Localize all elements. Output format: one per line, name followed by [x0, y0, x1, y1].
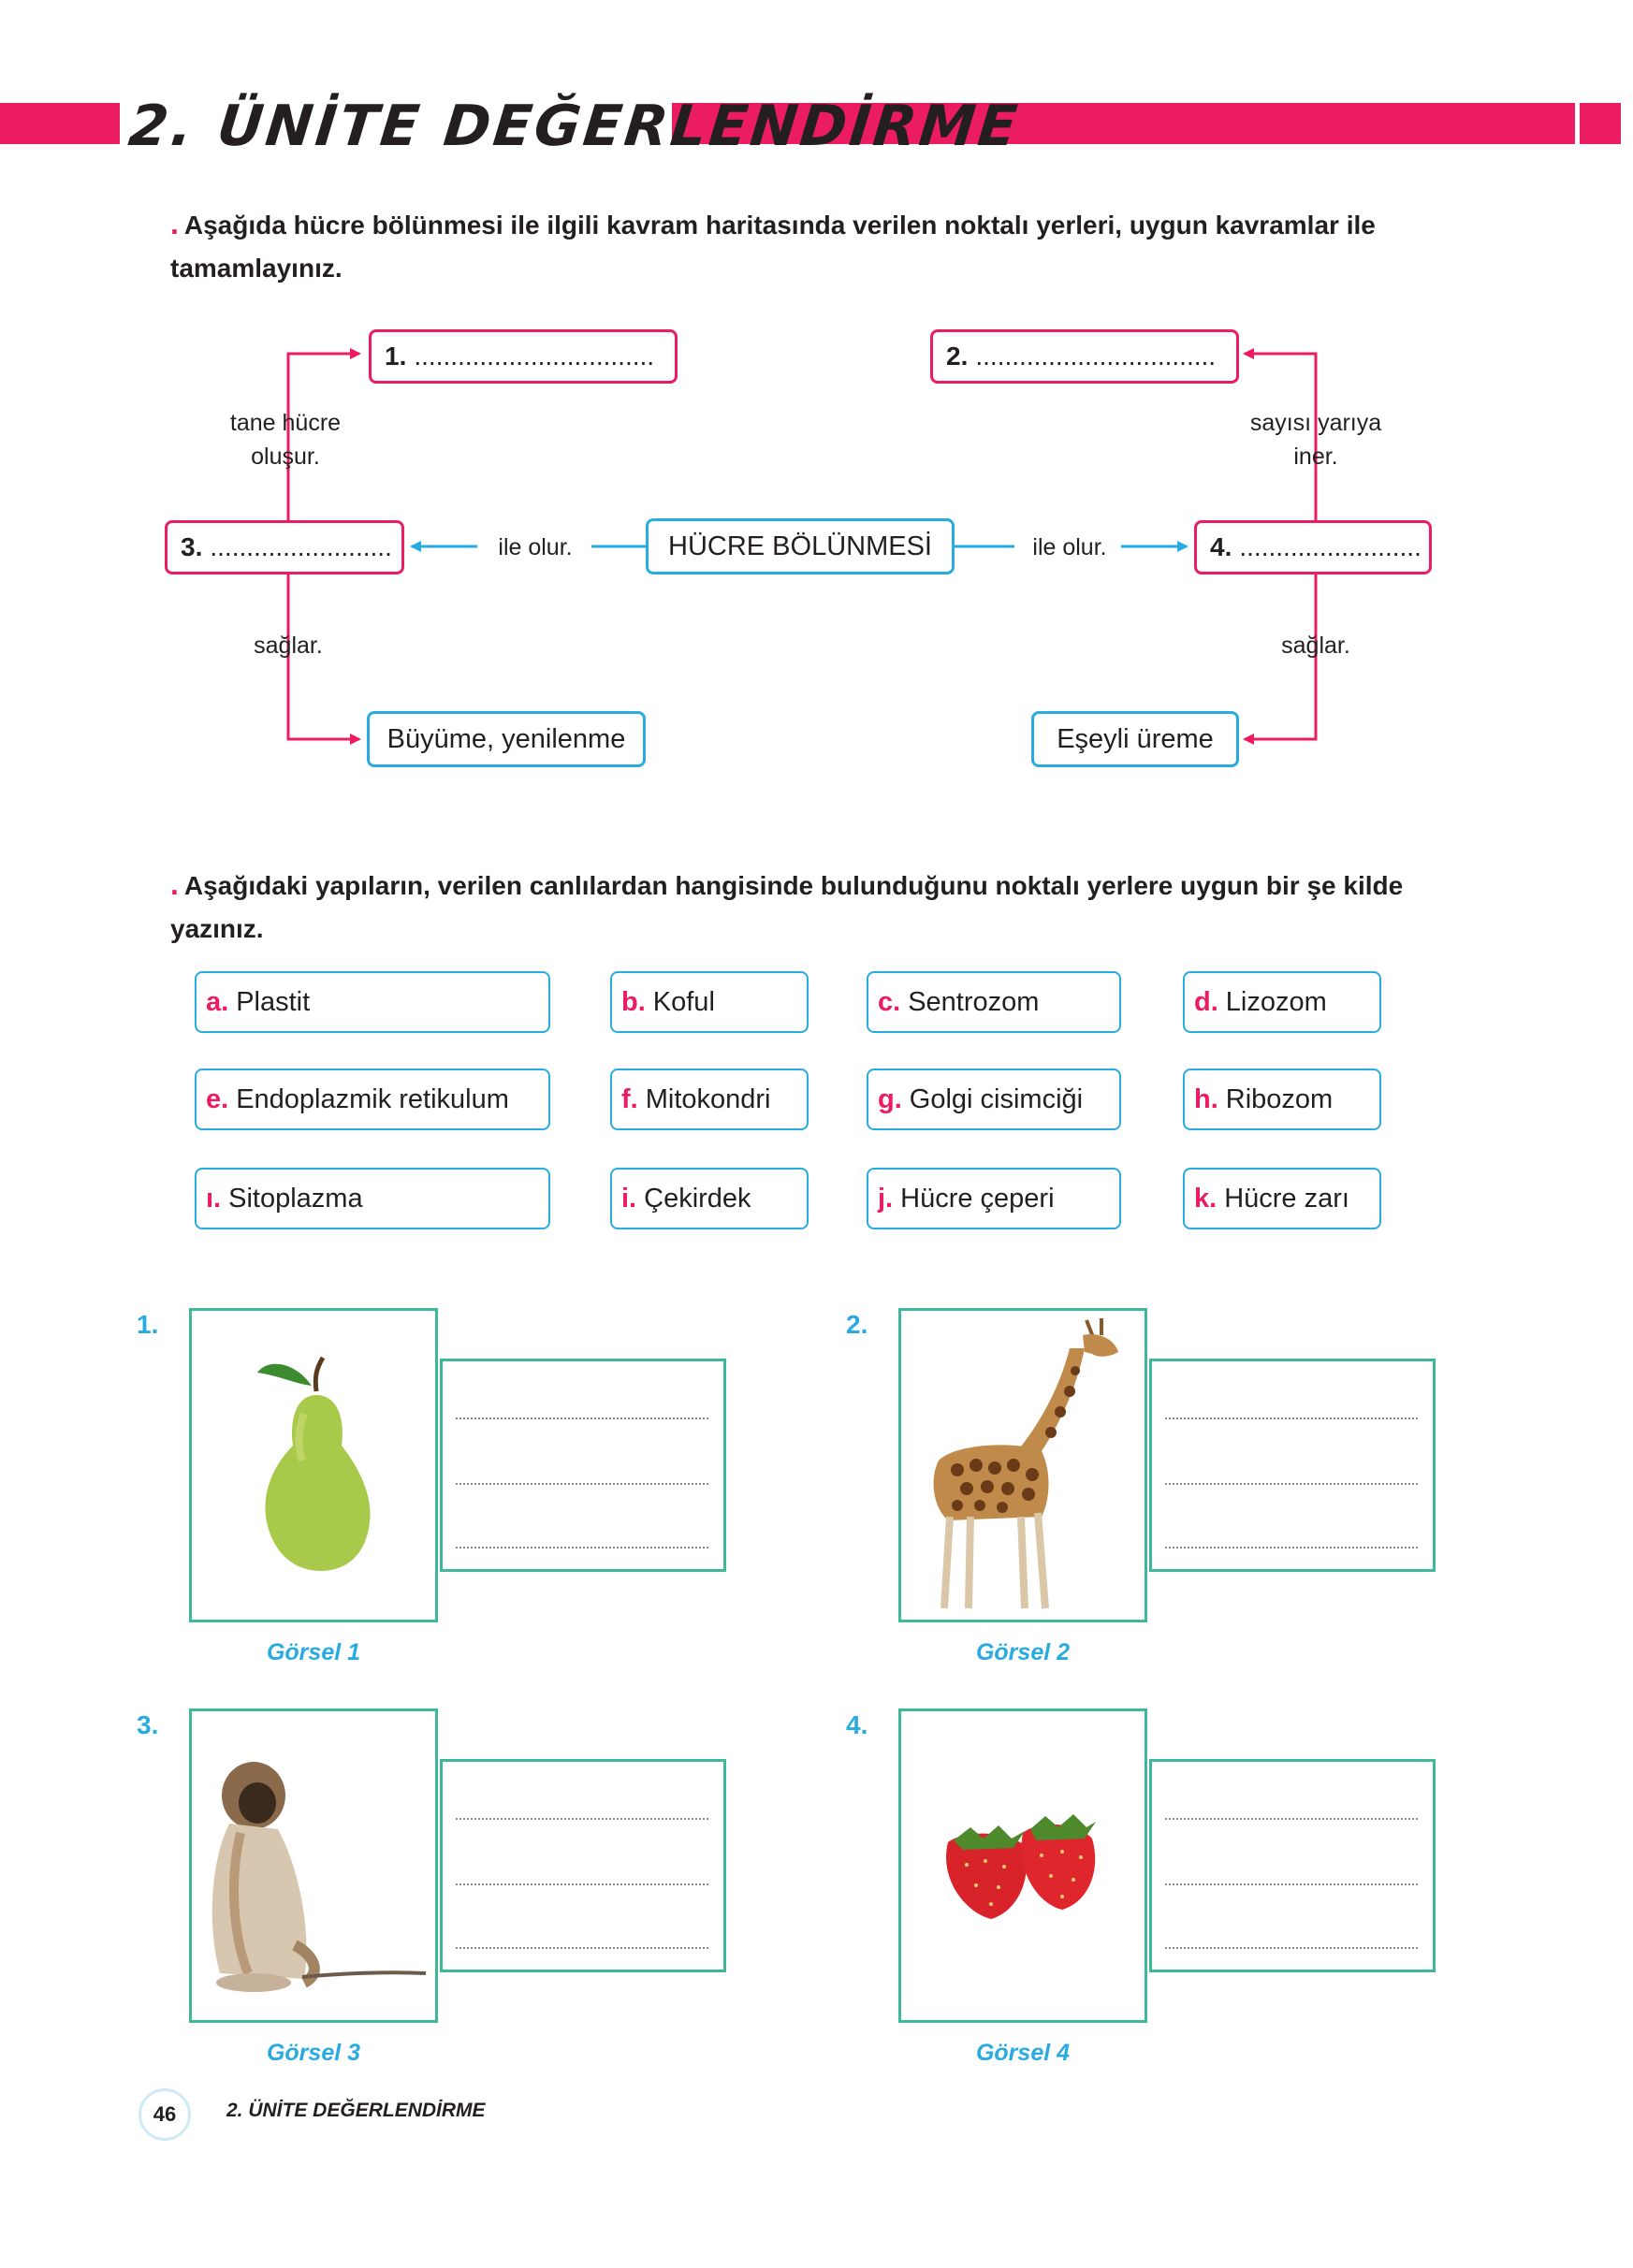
option-label: Golgi cisimciği: [909, 1083, 1084, 1114]
map-box-2-dots: .................................: [975, 342, 1217, 371]
option-letter: i.: [621, 1183, 637, 1214]
map-box-1-number: 1.: [385, 342, 407, 371]
question-2-text: Aşağıdaki yapıların, verilen canlılardan hangisinde bulunduğunu noktalı yerlere uygun bir şe kilde yazınız.: [170, 871, 1404, 943]
answer-line[interactable]: [1165, 1547, 1418, 1548]
option-i: [610, 1168, 809, 1229]
exercise-1-number: 1.: [137, 1310, 159, 1339]
map-box-3-dots: .........................: [210, 532, 392, 561]
option-label: Ribozom: [1225, 1083, 1334, 1114]
exercise-1-image-frame: [189, 1308, 438, 1622]
map-box-3[interactable]: [165, 520, 404, 574]
map-label-right-top-line2: iner.: [1293, 443, 1338, 470]
exercise-3-number: 3.: [137, 1710, 159, 1739]
option-label: Sentrozom: [908, 986, 1040, 1017]
map-center-box: HÜCRE BÖLÜNMESİ: [646, 518, 955, 574]
giraffe-image: [901, 1311, 1145, 1620]
option-letter: ı.: [206, 1183, 222, 1214]
exercise-3-caption: Görsel 3: [266, 2040, 361, 2066]
exercise-3-image-frame: [189, 1708, 438, 2023]
exercise-4-caption: Görsel 4: [975, 2040, 1071, 2066]
option-e: [195, 1069, 550, 1130]
strawberry-image: [901, 1711, 1145, 2020]
map-box-3-number: 3.: [181, 532, 203, 561]
answer-line[interactable]: [1165, 1947, 1418, 1949]
answer-line[interactable]: [456, 1818, 708, 1820]
option-letter: e.: [206, 1083, 229, 1114]
map-label-left-top-line2: oluşur.: [251, 443, 320, 470]
option-label: Koful: [652, 986, 715, 1017]
exercise-3-answer-box[interactable]: [440, 1759, 726, 1972]
page-number: 46: [139, 2088, 191, 2141]
option-letter: a.: [206, 986, 229, 1017]
option-g: [867, 1069, 1121, 1130]
answer-line[interactable]: [456, 1483, 708, 1485]
exercise-1-answer-box[interactable]: [440, 1359, 726, 1572]
footer-title: 2. ÜNİTE DEĞERLENDİRME: [226, 2100, 486, 2121]
map-label-right-top-line1: sayısı yarıya: [1249, 410, 1382, 436]
monkey-image: [192, 1711, 435, 2020]
option-f: [610, 1069, 809, 1130]
option-letter: j.: [878, 1183, 894, 1214]
option-c: [867, 971, 1121, 1033]
option-label: Endoplazmik retikulum: [236, 1083, 509, 1114]
answer-line[interactable]: [1165, 1883, 1418, 1885]
page-title: 2. ÜNİTE DEĞERLENDİRME: [125, 94, 1023, 159]
map-box-4-number: 4.: [1210, 532, 1232, 561]
option-letter: b.: [621, 986, 646, 1017]
question-2-bullet: .: [170, 867, 179, 901]
map-label-right-top: [1226, 406, 1406, 473]
option-letter: f.: [621, 1083, 638, 1114]
question-2: [170, 863, 1443, 951]
map-growth-box: Büyüme, yenilenme: [367, 711, 646, 767]
answer-line[interactable]: [456, 1418, 708, 1419]
option-label: Hücre çeperi: [900, 1183, 1055, 1214]
option-label: Mitokondri: [645, 1083, 771, 1114]
option-label: Sitoplazma: [228, 1183, 363, 1214]
option-label: Plastit: [236, 986, 311, 1017]
exercise-2-image-frame: [898, 1308, 1147, 1622]
map-box-2-number: 2.: [946, 342, 969, 371]
answer-line[interactable]: [1165, 1418, 1418, 1419]
map-label-right-mid: ile olur.: [1032, 534, 1107, 560]
map-box-1-dots: .................................: [414, 342, 655, 371]
option-d: [1183, 971, 1381, 1033]
option-k: [1183, 1168, 1381, 1229]
exercise-2-number: 2.: [846, 1310, 868, 1339]
option-label: Hücre zarı: [1224, 1183, 1349, 1214]
map-label-left-top: [200, 406, 371, 473]
option-label: Çekirdek: [644, 1183, 751, 1214]
option-letter: c.: [878, 986, 901, 1017]
map-box-4-dots: .........................: [1239, 532, 1422, 561]
option-a: [195, 971, 550, 1033]
map-reproduction-box: Eşeyli üreme: [1031, 711, 1239, 767]
map-label-left-top-line1: tane hücre: [229, 410, 342, 436]
map-box-4[interactable]: [1194, 520, 1432, 574]
answer-line[interactable]: [456, 1883, 708, 1885]
question-1-text: Aşağıda hücre bölünmesi ile ilgili kavram haritasında verilen noktalı yerleri, uygun kavramlar ile tamamlayınız.: [170, 211, 1376, 283]
pear-image: [192, 1311, 435, 1620]
answer-line[interactable]: [1165, 1483, 1418, 1485]
exercise-2-answer-box[interactable]: [1149, 1359, 1436, 1572]
option-b: [610, 971, 809, 1033]
exercise-4-image-frame: [898, 1708, 1147, 2023]
question-1-bullet: .: [170, 207, 179, 240]
map-box-1[interactable]: [369, 329, 678, 384]
exercise-4-number: 4.: [846, 1710, 868, 1739]
option-letter: g.: [878, 1083, 902, 1114]
answer-line[interactable]: [1165, 1818, 1418, 1820]
answer-line[interactable]: [456, 1947, 708, 1949]
option-letter: h.: [1194, 1083, 1218, 1114]
map-label-left-bottom: sağlar.: [254, 632, 323, 659]
map-box-2[interactable]: [930, 329, 1239, 384]
option-i-dotless: [195, 1168, 550, 1229]
exercise-4-answer-box[interactable]: [1149, 1759, 1436, 1972]
exercise-2-caption: Görsel 2: [975, 1639, 1071, 1665]
option-label: Lizozom: [1225, 986, 1327, 1017]
option-j: [867, 1168, 1121, 1229]
option-letter: d.: [1194, 986, 1218, 1017]
map-label-left-mid: ile olur.: [498, 534, 573, 560]
map-label-right-bottom: sağlar.: [1281, 632, 1350, 659]
option-letter: k.: [1194, 1183, 1217, 1214]
option-h: [1183, 1069, 1381, 1130]
answer-line[interactable]: [456, 1547, 708, 1548]
exercise-1-caption: Görsel 1: [266, 1639, 361, 1665]
